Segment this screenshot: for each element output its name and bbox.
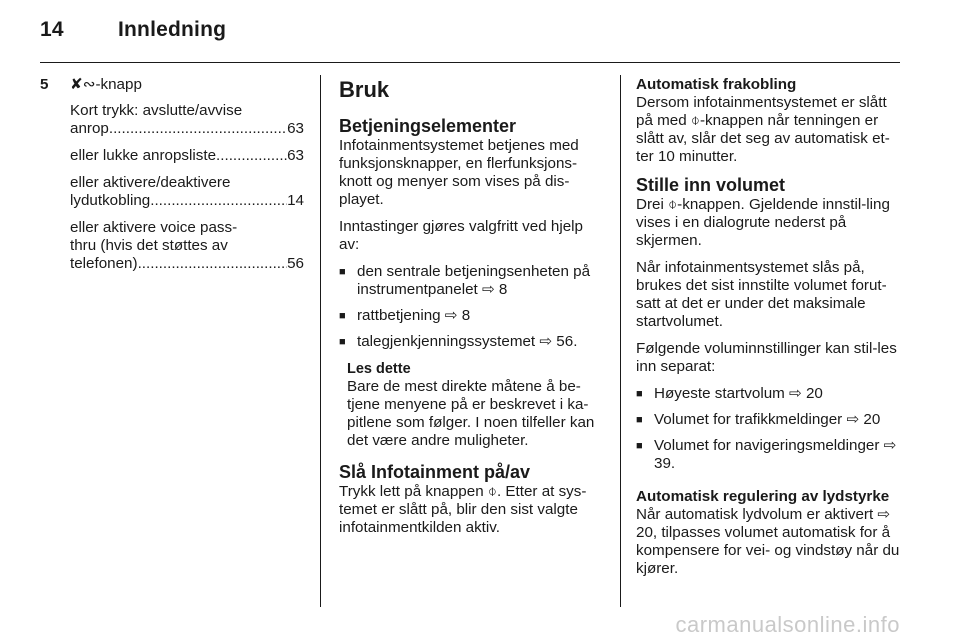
key-number: 5 — [40, 76, 49, 93]
subheading-power: Slå Infotainment på/av — [339, 462, 531, 482]
subheading-auto-off: Automatisk frakobling — [636, 76, 797, 93]
subheading-volume: Stille inn volumet — [636, 175, 786, 195]
column-3 — [636, 76, 904, 587]
toc-entry: eller lukke anropsliste ..... 63 — [70, 147, 304, 165]
note-title: Les dette — [347, 361, 411, 377]
paragraph: Dersom infotainmentsystemet er slått på med ⌽-knappen når tenningen er slått av, slår det seg av automatisk et-ter 10 minutter. — [636, 94, 890, 165]
paragraph: Når automatisk lydvolum er aktivert ⇨ 20, tilpasses volumet automatisk for å kompensere for vei- og vindstøy når du kjører. — [636, 506, 900, 577]
note-text: Bare de mest direkte måtene å be-tjene menyene på er beskrevet i ka-pitlene som følger. I noen tilfeller kan det være andre muligheter. — [347, 378, 595, 449]
paragraph: Drei ⌽-knappen. Gjeldende innstil-ling vises i en dialogrute nederst på skjermen. — [636, 196, 890, 249]
phone-end-key-label: ✘∾-knapp — [70, 76, 142, 93]
toc-entry: eller aktivere/deaktivere lydutkobling ..... 14 — [70, 174, 304, 210]
toc-entry: eller aktivere voice pass- thru (hvis det støttes av telefonen) ..... 56 — [70, 219, 304, 273]
list-item: ■ Høyeste startvolum ⇨ 20 — [636, 385, 904, 403]
paragraph: Følgende voluminnstillinger kan stil-les inn separat: — [636, 340, 897, 375]
subheading-auto-regulation: Automatisk regulering av lydstyrke — [636, 488, 890, 505]
column-divider-2 — [620, 75, 621, 607]
page-number: 14 — [40, 18, 64, 41]
column-1 — [40, 76, 304, 282]
watermark: carmanualsonline.info — [675, 612, 900, 637]
list-item: ■ den sentrale betjeningsenheten på instrumentpanelet ⇨ 8 — [339, 263, 605, 299]
paragraph: Infotainmentsystemet betjenes med funksjonsknapper, en flerfunksjons-knott og menyer som vises på dis-playet. — [339, 137, 579, 208]
header-rule — [40, 62, 900, 63]
page-ref[interactable]: 63 — [287, 147, 304, 164]
bullet-list — [339, 263, 605, 351]
heading-bruk: Bruk — [339, 77, 390, 102]
column-divider-1 — [320, 75, 321, 607]
subheading-controls: Betjeningselementer — [339, 116, 517, 136]
toc-entry: Kort trykk: avslutte/avvise anrop ..... 63 — [70, 102, 304, 138]
paragraph: Når infotainmentsystemet slås på, brukes det sist innstilte volumet forut-satt at det er under det maksimale startvolumet. — [636, 259, 887, 330]
key-item — [40, 76, 304, 94]
list-item: ■ talegjenkjenningssystemet ⇨ 56. — [339, 333, 605, 351]
section-title: Innledning — [118, 18, 227, 41]
paragraph: Trykk lett på knappen ⌽. Etter at sys-temet er slått på, blir den sist valgte infotainmentkilden aktiv. — [339, 483, 587, 536]
list-item: ■ Volumet for navigeringsmeldinger ⇨ 39. — [636, 437, 904, 473]
page-ref[interactable]: 14 — [287, 192, 304, 209]
list-item: ■ rattbetjening ⇨ 8 — [339, 307, 605, 325]
list-item: ■ Volumet for trafikkmeldinger ⇨ 20 — [636, 411, 904, 429]
column-2 — [339, 76, 605, 546]
bullet-list — [636, 385, 904, 473]
page-ref[interactable]: 63 — [287, 120, 304, 137]
page-ref[interactable]: 56 — [287, 255, 304, 272]
paragraph: Inntastinger gjøres valgfritt ved hjelp av: — [339, 218, 583, 253]
note-box — [339, 360, 605, 450]
